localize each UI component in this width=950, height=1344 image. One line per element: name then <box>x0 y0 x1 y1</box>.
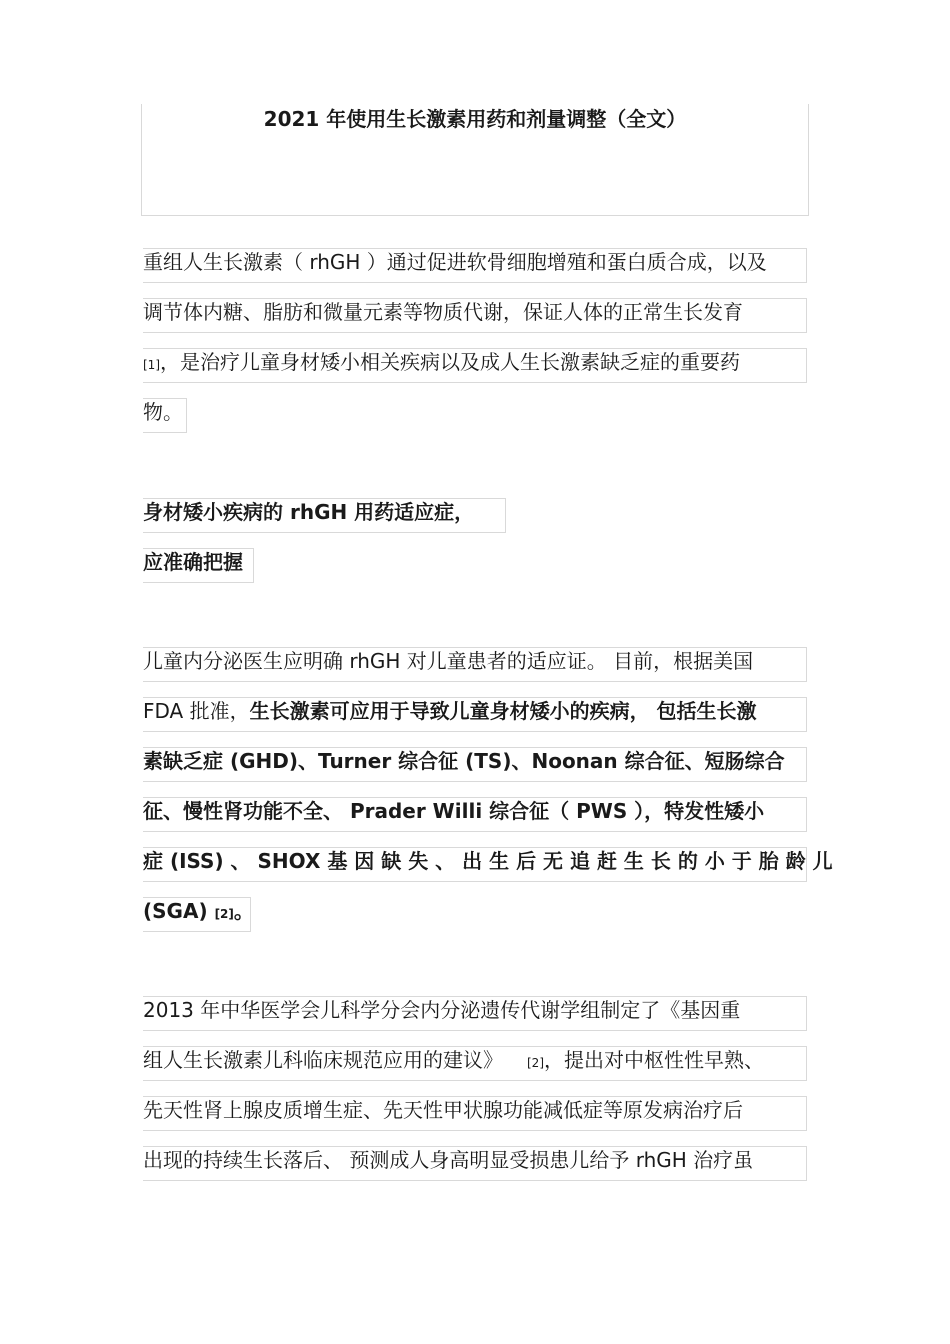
paragraph2-line2 <box>143 697 807 732</box>
paragraph2-line2-plain: FDA 批准， <box>143 699 250 723</box>
paragraph2-line3: 素缺乏症 (GHD)、Turner 综合征 (TS)、Noonan 综合征、短肠综合 <box>143 747 807 782</box>
paragraph3-line1: 2013 年中华医学会儿科学分会内分泌遗传代谢学组制定了《基因重 <box>143 996 807 1031</box>
paragraph3-line2-text: 组人生长激素儿科临床规范应用的建议》 <box>143 1048 503 1072</box>
citation-ref: [2] <box>527 1056 544 1070</box>
section-heading-line2: 应准确把握 <box>143 548 254 583</box>
paragraph2-line1: 儿童内分泌医生应明确 rhGH 对儿童患者的适应证。 目前，根据美国 <box>143 647 807 682</box>
paragraph2-line6-text: (SGA) <box>143 899 208 923</box>
title-box <box>141 104 809 216</box>
paragraph3-line2 <box>143 1046 807 1081</box>
paragraph1-line3 <box>143 348 807 383</box>
paragraph3-line2-end: ，提出对中枢性性早熟、 <box>544 1048 764 1072</box>
paragraph3-line3: 先天性肾上腺皮质增生症、先天性甲状腺功能减低症等原发病治疗后 <box>143 1096 807 1131</box>
paragraph1-line1: 重组人生长激素（ rhGH ）通过促进软骨细胞增殖和蛋白质合成，以及 <box>143 248 807 283</box>
citation-ref: [2] <box>214 907 234 921</box>
section-heading-line1: 身材矮小疾病的 rhGH 用药适应症， <box>143 498 506 533</box>
paragraph2-line5: 症 (ISS) 、 SHOX 基 因 缺 失 、 出 生 后 无 追 赶 生 长 的 小 于 胎 龄 儿 <box>143 847 807 882</box>
paragraph2-line4: 征、慢性肾功能不全、 Prader Willi 综合征（ PWS ），特发性矮小 <box>143 797 807 832</box>
paragraph1-line3-text: ，是治疗儿童身材矮小相关疾病以及成人生长激素缺乏症的重要药 <box>160 350 740 374</box>
document-title: 2021 年使用生长激素用药和剂量调整（全文） <box>263 107 687 131</box>
paragraph1-line4: 物。 <box>143 398 187 433</box>
paragraph3-line4: 出现的持续生长落后、 预测成人身高明显受损患儿给予 rhGH 治疗虽 <box>143 1146 807 1181</box>
paragraph2-line6 <box>143 897 254 932</box>
paragraph2-line6-end: 。 <box>233 899 254 923</box>
citation-ref: [1] <box>143 358 160 372</box>
paragraph1-line2: 调节体内糖、脂肪和微量元素等物质代谢，保证人体的正常生长发育 <box>143 298 807 333</box>
paragraph2-line2-bold: 生长激素可应用于导致儿童身材矮小的疾病， 包括生长激 <box>249 699 757 723</box>
